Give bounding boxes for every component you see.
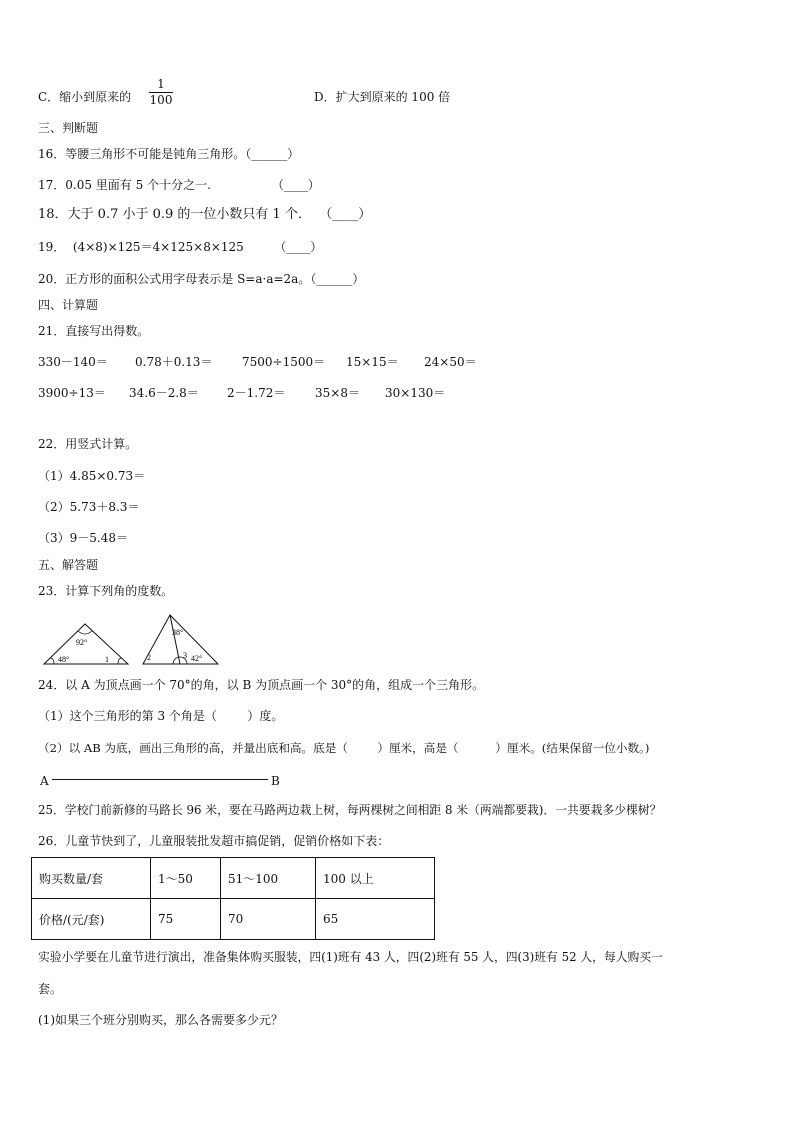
table-cell: 51～100 — [221, 858, 316, 899]
option-d: D．扩大到原来的 100 倍 — [314, 90, 451, 104]
calc-item: 0.78＋0.13＝ — [135, 355, 213, 369]
calc-item: 3900÷13＝ — [38, 386, 106, 400]
price-table — [31, 857, 435, 940]
table-row — [32, 899, 435, 940]
triangle-figure-2 — [140, 612, 222, 666]
inner-line — [170, 615, 180, 664]
q22-item-2: （2）5.73＋8.3＝ — [38, 500, 140, 514]
q24-stem: 24．以 A 为顶点画一个 70°的角，以 B 为顶点画一个 30°的角，组成一个三角形。 — [38, 678, 485, 692]
calc-item: 35×8＝ — [315, 386, 360, 400]
calc-item: 24×50＝ — [424, 355, 477, 369]
table-cell: 1～50 — [151, 858, 221, 899]
q26-paragraph-line2: 套。 — [38, 982, 63, 996]
q24-sub1: （1）这个三角形的第 3 个角是（ ）度。 — [38, 709, 284, 723]
angle-arc — [50, 658, 54, 664]
table-cell: 70 — [221, 899, 316, 940]
fraction-denominator: 100 — [149, 93, 173, 107]
calc-item: 34.6－2.8＝ — [129, 386, 199, 400]
section-title-solve: 五、解答题 — [38, 558, 99, 572]
angle-label-top: 92° — [76, 638, 88, 647]
angle-label-42: 42° — [191, 654, 203, 663]
judge-item-17: 17．0.05 里面有 5 个十分之一. （____） — [38, 178, 320, 192]
triangle-figure-1 — [40, 620, 132, 666]
angle-label-top: 38° — [172, 628, 184, 637]
segment-label-a: A — [40, 774, 49, 788]
q26-stem: 26．儿童节快到了，儿童服装批发超市搞促销，促销价格如下表： — [38, 834, 390, 848]
angle-arc — [78, 631, 92, 634]
angle-label-3: 3 — [183, 651, 187, 660]
calc-item: 15×15＝ — [346, 355, 399, 369]
angle-arc — [118, 658, 122, 664]
q22-stem: 22．用竖式计算。 — [38, 437, 138, 451]
section-title-calc: 四、计算题 — [38, 298, 99, 312]
q22-item-3: （3）9－5.48＝ — [38, 531, 128, 545]
q21-stem: 21．直接写出得数。 — [38, 324, 150, 338]
q23-stem: 23．计算下列角的度数。 — [38, 584, 174, 598]
q22-item-1: （1）4.85×0.73＝ — [38, 469, 146, 483]
table-row — [32, 858, 435, 899]
q24-sub2: （2）以 AB 为底，画出三角形的高，并量出底和高。底是（ ）厘米，高是（ ）厘米。(结果保留一位小数。) — [38, 741, 650, 755]
table-cell: 购买数量/套 — [32, 858, 151, 899]
section-title-judge: 三、判断题 — [38, 121, 99, 135]
table-cell: 75 — [151, 899, 221, 940]
fraction-numerator: 1 — [157, 77, 165, 91]
angle-label-left: 48° — [58, 655, 70, 664]
judge-item-20: 20．正方形的面积公式用字母表示是 S=a·a=2a。（______） — [38, 272, 365, 286]
calc-item: 30×130＝ — [385, 386, 446, 400]
table-cell: 100 以上 — [316, 858, 435, 899]
table-cell: 65 — [316, 899, 435, 940]
option-c: C．缩小到原来的 — [38, 90, 132, 104]
q26-sub1: (1)如果三个班分别购买，那么各需要多少元？ — [38, 1013, 283, 1027]
judge-item-18: 18．大于 0.7 小于 0.9 的一位小数只有 1 个． （____） — [38, 207, 372, 222]
calc-item: 330－140＝ — [38, 355, 108, 369]
calc-item: 2－1.72＝ — [227, 386, 286, 400]
segment-label-b: B — [271, 774, 280, 788]
q26-paragraph-line1: 实验小学要在儿童节进行演出，准备集体购买服装，四(1)班有 43 人，四(2)班有 55 人，四(3)班有 52 人，每人购买一 — [38, 950, 663, 964]
angle-label-right: 1 — [105, 655, 109, 664]
calc-item: 7500÷1500＝ — [242, 355, 326, 369]
judge-item-19: 19． (4×8)×125＝4×125×8×125 （____） — [38, 240, 323, 254]
angle-label-2: 2 — [147, 653, 151, 662]
fraction-1-100 — [149, 78, 173, 107]
judge-item-16: 16．等腰三角形不可能是钝角三角形。（______） — [38, 147, 300, 161]
segment-ab — [52, 779, 268, 780]
table-cell: 价格/(元/套) — [32, 899, 151, 940]
q25-stem: 25．学校门前新修的马路长 96 米，要在马路两边栽上树，每两棵树之间相距 8 米（两端都要栽)．一共要栽多少棵树？ — [38, 803, 662, 817]
